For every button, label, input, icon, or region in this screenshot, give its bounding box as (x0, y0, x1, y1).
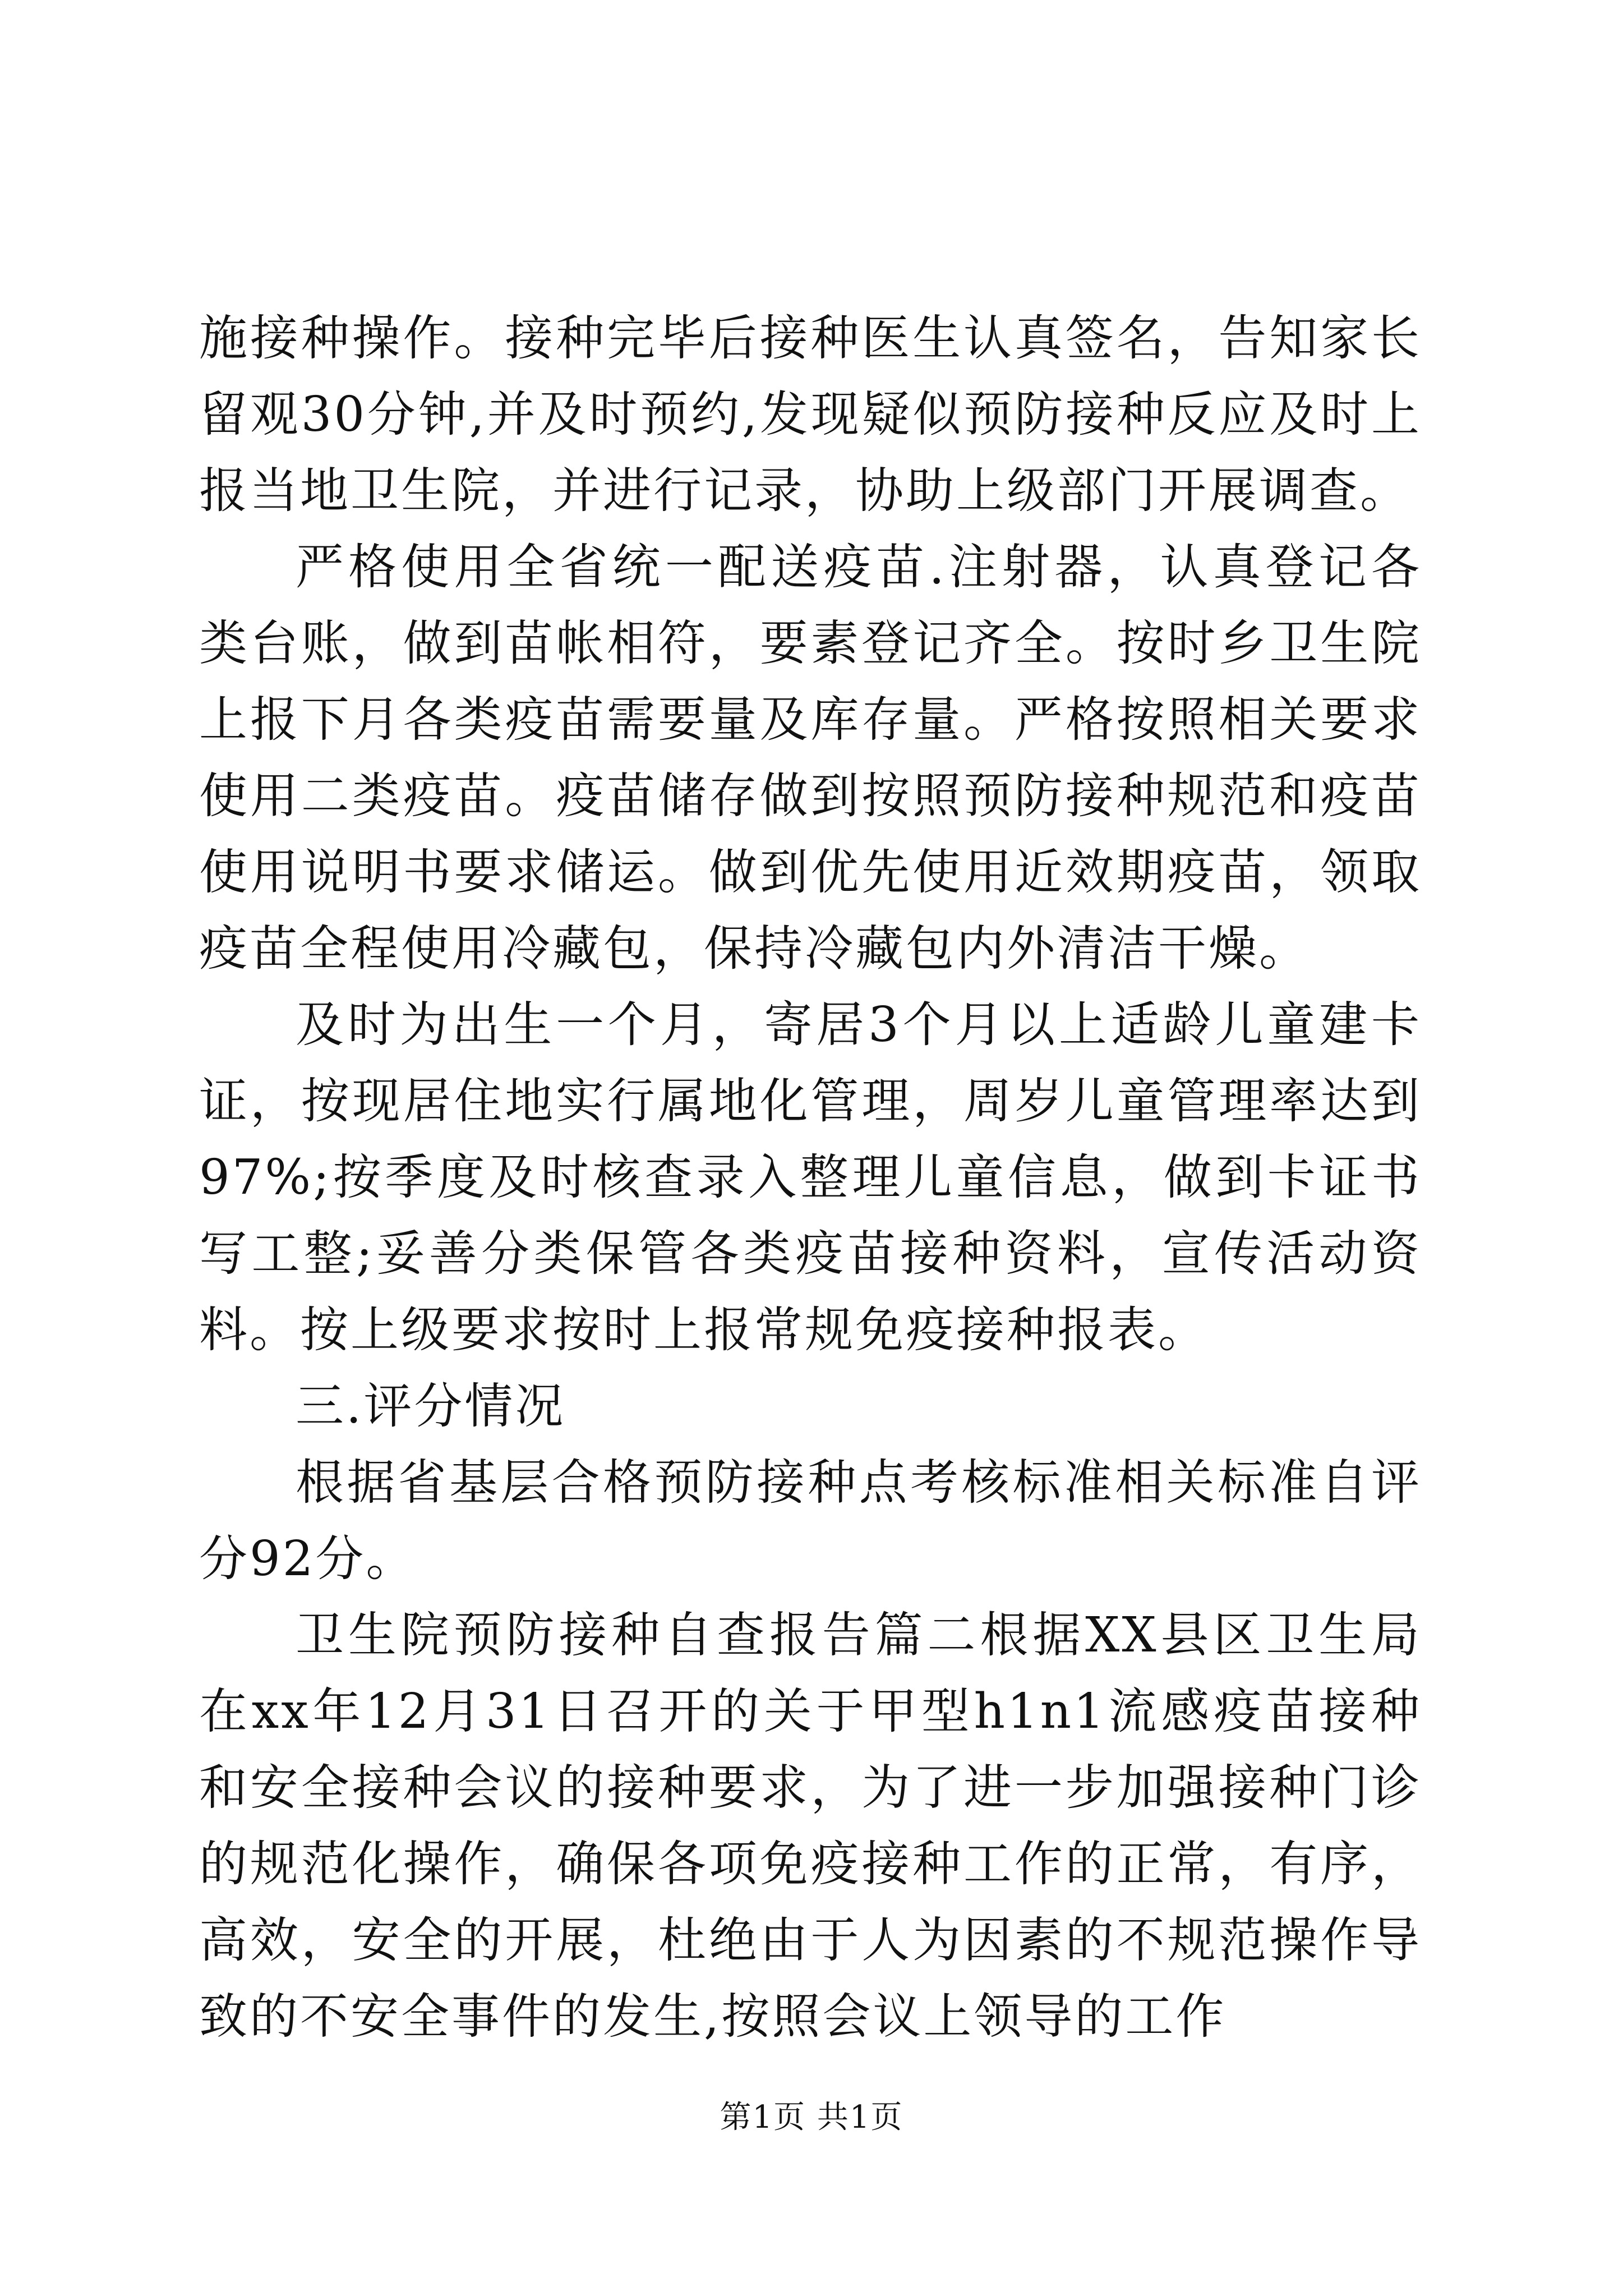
paragraph-continuation: 施接种操作。接种完毕后接种医生认真签名，告知家长留观30分钟,并及时预约,发现疑似预防接种反应及时上报当地卫生院，并进行记录，协助上级部门开展调查。 (199, 310, 1422, 519)
paragraph-report-two: 卫生院预防接种自查报告篇二根据XX县区卫生局在xx年12月31日召开的关于甲型h1n1流感疫苗接种和安全接种会议的接种要求，为了进一步加强接种门诊的规范化操作，确保各项免疫接种工作的正常，有序，高效，安全的开展，杜绝由于人为因素的不规范操作导致的不安全事件的发生,按照会议上领导的工作 (199, 1607, 1422, 2045)
section-heading-scoring: 三.评分情况 (296, 1378, 566, 1434)
document-body (199, 300, 1422, 2055)
paragraph-vaccine-management: 严格使用全省统一配送疫苗.注射器，认真登记各类台账，做到苗帐相符，要素登记齐全。按时乡卫生院上报下月各类疫苗需要量及库存量。严格按照相关要求使用二类疫苗。疫苗储存做到按照预防接种规范和疫苗使用说明书要求储运。做到优先使用近效期疫苗，领取疫苗全程使用冷藏包，保持冷藏包内外清洁干燥。 (199, 539, 1422, 977)
paragraph-self-score: 根据省基层合格预防接种点考核标准相关标准自评分92分。 (199, 1455, 1422, 1587)
page-footer: 第1页 共1页 (720, 2099, 903, 2136)
paragraph-child-records: 及时为出生一个月，寄居3个月以上适龄儿童建卡证，按现居住地实行属地化管理，周岁儿童管理率达到97%;按季度及时核查录入整理儿童信息，做到卡证书写工整;妥善分类保管各类疫苗接种资料，宣传活动资料。按上级要求按时上报常规免疫接种报表。 (199, 997, 1422, 1358)
